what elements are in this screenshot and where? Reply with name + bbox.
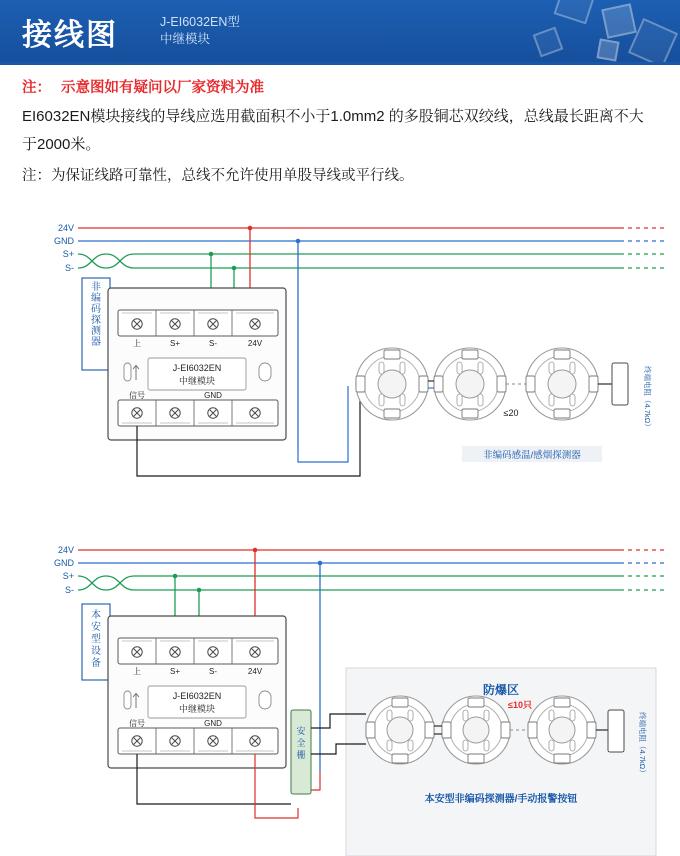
diagram-top <box>0 200 680 520</box>
module-name-line-2: 中继模块 <box>178 376 216 386</box>
bottom-end-resistor-label: 终端电阻（4.7kΩ） <box>638 712 647 777</box>
module-terminal-label: 上 <box>133 339 141 348</box>
module-terminal-label: S- <box>209 667 217 676</box>
top-detector-group-label: 非编码感温/感烟探测器 <box>483 450 581 461</box>
note-warning-label: 注： <box>22 80 51 96</box>
subtitle-line-1: J-EI6032EN型 <box>160 15 240 29</box>
module-terminal-label: GND <box>204 719 222 728</box>
detector-base <box>434 348 506 420</box>
subtitle-line-2: 中继模块 <box>160 32 211 46</box>
page-subtitle <box>160 14 240 48</box>
module-terminal-label: 信号 <box>129 391 145 400</box>
module-name-line-1: J-EI6032EN <box>172 363 222 373</box>
safety-barrier-label: 安全栅 <box>296 726 306 760</box>
note-secondary-label: 注： <box>22 168 51 184</box>
detector-base <box>526 348 598 420</box>
bus-label-sm: S- <box>65 585 74 595</box>
decoration-square-icon <box>533 27 564 58</box>
diagram-bottom <box>0 522 680 856</box>
module-terminal-label: 24V <box>247 339 263 348</box>
module-terminal-label: S+ <box>169 667 181 676</box>
note-body: EI6032EN模块接线的导线应选用截面积不小于1.0mm2 的多股铜芯双绞线，总线最长距离不大于2000米。 <box>22 108 644 153</box>
bottom-count-label: ≤10只 <box>508 700 532 710</box>
bottom-left-device-label: 本安型设备 <box>91 610 101 669</box>
module-terminal-label: 24V <box>247 667 263 676</box>
bus-label-sp: S+ <box>62 571 74 581</box>
note-warning-text: 示意图如有疑问以厂家资料为准 <box>61 80 264 96</box>
page-title: 接线图 <box>22 19 118 52</box>
module-terminal-label: S- <box>209 339 217 348</box>
module-name-line-1: J-EI6032EN <box>172 691 222 701</box>
detector-base <box>442 696 510 764</box>
module-terminal-label: 上 <box>133 667 141 676</box>
note-warning <box>0 76 680 97</box>
module-terminal-label: S+ <box>169 339 181 348</box>
detector-base <box>356 348 428 420</box>
header-divider <box>0 62 680 65</box>
decoration-square-icon <box>601 3 637 39</box>
notes-block <box>0 70 680 189</box>
bus-label-sp: S+ <box>62 249 74 259</box>
top-count-label: ≤20 <box>503 408 519 418</box>
bus-label-gnd: GND <box>54 236 74 246</box>
module-name-line-2: 中继模块 <box>178 704 216 714</box>
module-terminal-label: GND <box>204 391 222 400</box>
detector-base <box>366 696 434 764</box>
top-end-resistor-label: 终端电阻（4.7kΩ） <box>643 366 652 431</box>
bus-label-sm: S- <box>65 263 74 273</box>
detector-base <box>528 696 596 764</box>
hazard-zone-label: 防爆区 <box>482 683 520 697</box>
top-left-device-label: 非编码探测器 <box>91 282 101 348</box>
decoration-square-icon <box>628 18 678 62</box>
bus-label-24v: 24V <box>57 545 74 555</box>
decoration-square-icon <box>554 0 597 24</box>
bus-label-24v: 24V <box>57 223 74 233</box>
bottom-detector-group-label: 本安型非编码探测器/手动报警按钮 <box>424 794 578 805</box>
decoration-square-icon <box>596 38 619 61</box>
bus-label-gnd: GND <box>54 558 74 568</box>
module-terminal-label: 信号 <box>129 719 145 728</box>
note-secondary-text: 为保证线路可靠性，总线不允许使用单股导线或平行线。 <box>51 168 414 184</box>
page-header <box>0 0 680 62</box>
note-secondary <box>0 163 680 189</box>
